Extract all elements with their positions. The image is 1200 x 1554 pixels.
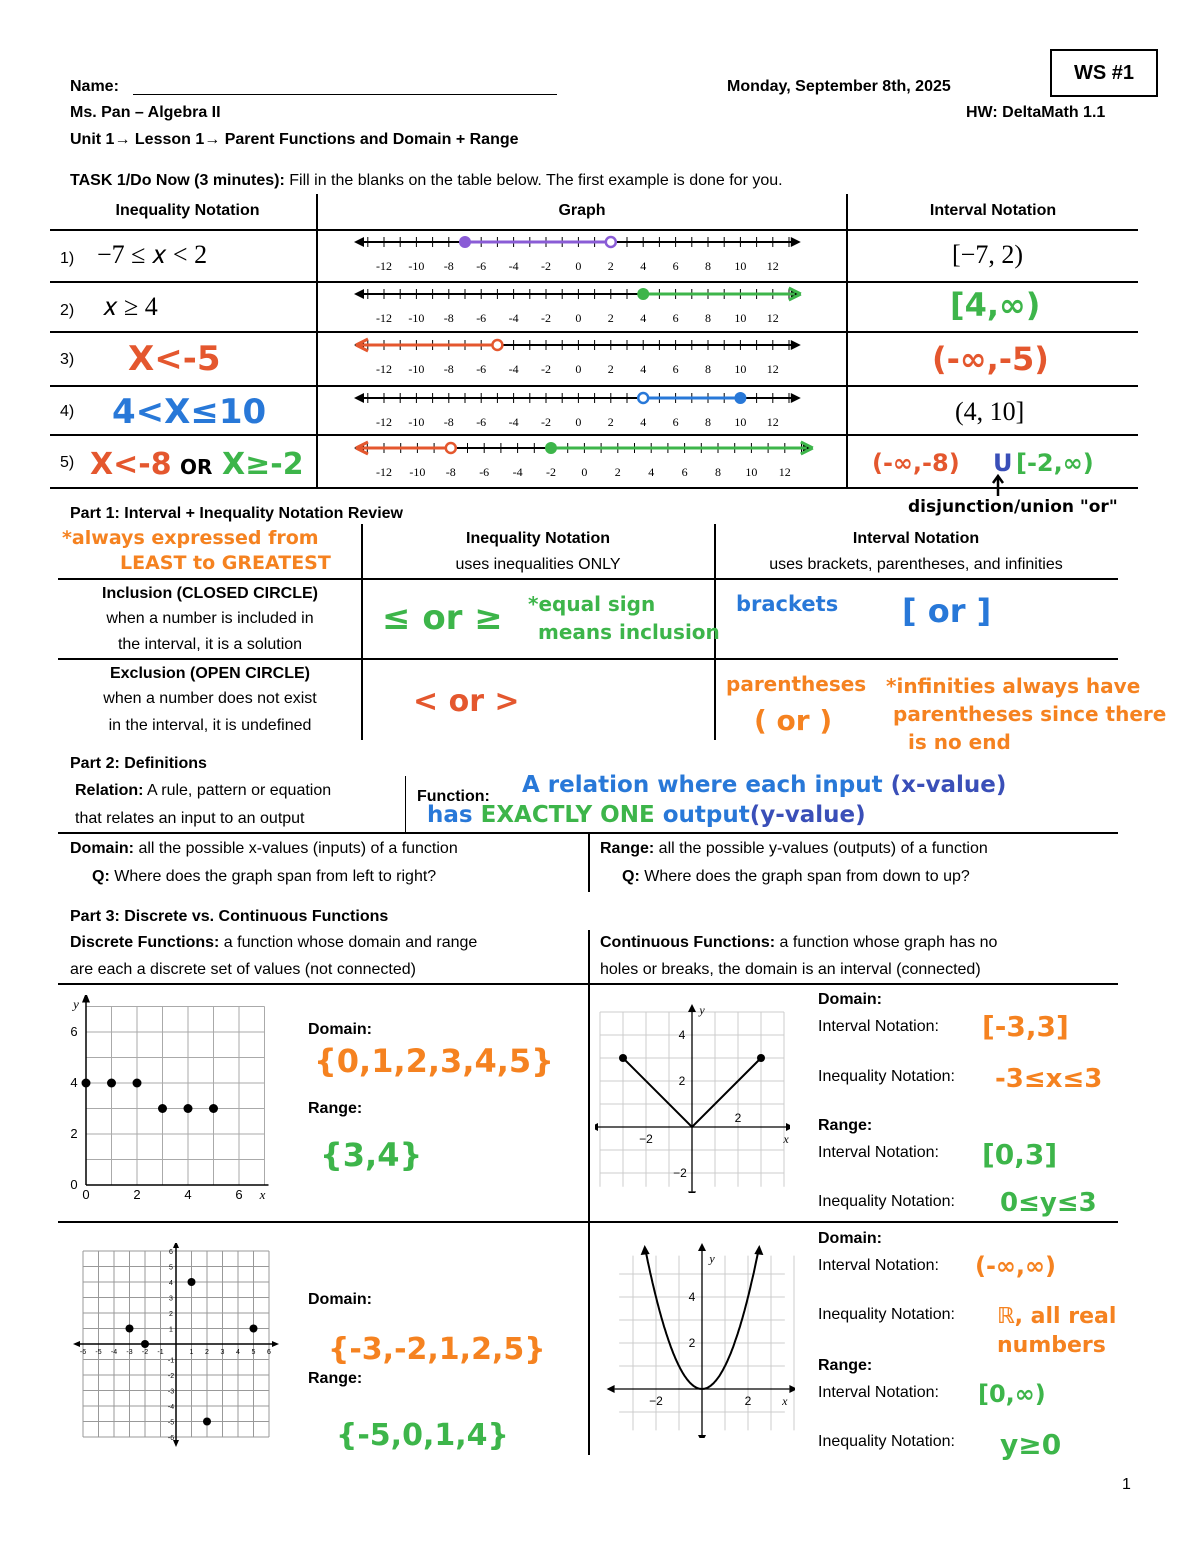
x-axis-label: x xyxy=(783,1132,789,1146)
tick-label: 2 xyxy=(607,259,614,273)
tick-label: 0 xyxy=(575,362,582,376)
tick-label: -6 xyxy=(479,465,490,479)
q4-domain-label: Domain: xyxy=(818,1230,882,1247)
arrow-up-icon xyxy=(82,995,90,1003)
tick-label: 12 xyxy=(766,311,779,325)
tick-label: -6 xyxy=(476,362,487,376)
endpoint-closed xyxy=(757,1054,765,1062)
q2-domain-interval: [-3,3] xyxy=(982,1010,1069,1043)
tick-label: -10 xyxy=(408,415,425,429)
domain-definition xyxy=(70,840,458,858)
closed-circle xyxy=(545,442,557,454)
q3-range-label: Range: xyxy=(308,1370,363,1387)
tick-label: -10 xyxy=(408,362,425,376)
arrow-right-icon xyxy=(791,237,801,247)
open-circle xyxy=(446,443,456,453)
arrow-down-icon xyxy=(688,1191,696,1193)
x-tick-label: 3 xyxy=(220,1349,225,1356)
inclusion-title: Inclusion (CLOSED CIRCLE) xyxy=(102,585,318,602)
data-point xyxy=(203,1418,211,1426)
x-tick-label: 4 xyxy=(184,1187,192,1202)
relation-definition-2: that relates an input to an output xyxy=(75,810,305,827)
tick-label: -2 xyxy=(541,415,551,429)
arrow-right-icon xyxy=(786,1123,790,1131)
q4-range-inequality: y≥0 xyxy=(1000,1428,1062,1461)
arrow-up-icon xyxy=(990,474,1006,498)
task1-col-inequality: Inequality Notation xyxy=(115,202,260,219)
y-tick-label: 4 xyxy=(169,1280,173,1287)
function-handwriting-1 xyxy=(522,772,1006,798)
y-tick-label: 3 xyxy=(169,1295,173,1303)
function-handwriting-2 xyxy=(427,802,866,828)
graph-continuous-parabola xyxy=(595,1243,795,1438)
q1-domain-label: Domain: xyxy=(308,1021,372,1038)
y-tick-label: 2 xyxy=(169,1311,173,1318)
tick-label: 10 xyxy=(734,311,747,325)
arrow-right-icon xyxy=(272,1341,279,1347)
tick-label: 6 xyxy=(681,465,688,479)
relation-label: Relation: xyxy=(75,782,144,799)
row2-inequality: 𝑥 ≥ 4 xyxy=(103,292,158,321)
number-line-2 xyxy=(352,282,812,334)
q2-range-label: Range: xyxy=(818,1117,873,1134)
tick-label: -2 xyxy=(546,465,556,479)
part1-corner-note-1: *always expressed from xyxy=(62,527,319,549)
tick-label: -10 xyxy=(409,465,426,479)
arrow-up-icon xyxy=(698,1243,706,1251)
tick-label: 8 xyxy=(705,415,711,429)
y-axis-label: y xyxy=(709,1251,715,1266)
y-tick-label: 6 xyxy=(169,1249,173,1256)
q4-inequality-label: Inequality Notation: xyxy=(818,1306,955,1323)
row5-inequality-a: X<-8 xyxy=(90,447,172,482)
tick-label: 2 xyxy=(607,415,614,429)
y-tick-label: 6 xyxy=(70,1024,78,1039)
function-label: Function: xyxy=(417,788,490,805)
q4-domain-inequality-1: ℝ, all real xyxy=(997,1304,1117,1329)
row3-inequality: X<-5 xyxy=(128,339,221,379)
tick-label: -2 xyxy=(541,259,551,273)
data-point xyxy=(126,1325,134,1333)
tick-label: -8 xyxy=(443,259,454,273)
tick-label: -4 xyxy=(508,259,519,273)
inclusion-inequality-symbols: ≤ or ≥ xyxy=(382,598,503,638)
tick-label: -4 xyxy=(508,362,519,376)
y-tick-label: -1 xyxy=(167,1357,175,1365)
part3-col-divider xyxy=(588,930,590,1455)
row4-interval: (4, 10] xyxy=(955,397,1025,426)
page-number: 1 xyxy=(1122,1476,1131,1493)
unit-lesson-title: Unit 1→ Lesson 1→ Parent Functions and Domain + Range xyxy=(70,131,519,148)
inclusion-desc-2: the interval, it is a solution xyxy=(117,636,303,653)
row5-interval-a: (-∞,-8) xyxy=(872,449,960,477)
tick-label: 12 xyxy=(766,415,779,429)
q1-range-label: Range: xyxy=(308,1100,363,1117)
data-point xyxy=(209,1104,218,1113)
y-tick-label: -5 xyxy=(167,1419,175,1427)
tick-label: -12 xyxy=(376,259,392,273)
x-tick-label: 1 xyxy=(189,1349,194,1356)
part1-corner-note-2: LEAST to GREATEST xyxy=(120,552,331,574)
tick-label: 12 xyxy=(766,362,779,376)
row4-inequality: 4<X≤10 xyxy=(112,392,267,432)
graph-discrete-2 xyxy=(70,1243,280,1448)
range-def-label: Range: xyxy=(600,840,655,857)
tick-label: 6 xyxy=(672,311,679,325)
task1-prefix: TASK 1/Do Now (3 minutes): xyxy=(70,172,285,189)
tick-label: 2 xyxy=(614,465,621,479)
part1-rule xyxy=(58,578,1118,580)
data-point xyxy=(107,1079,116,1088)
row1-number: 1) xyxy=(60,250,75,267)
row5-union-note: disjunction/union "or" xyxy=(908,497,1118,517)
name-blank-line xyxy=(133,94,557,95)
task1-instructions-text: Fill in the blanks on the table below. The first example is done for you. xyxy=(284,172,783,189)
tick-label: 8 xyxy=(715,465,721,479)
tick-label: 8 xyxy=(705,311,711,325)
row5-or: OR xyxy=(180,455,213,479)
tick-label: -8 xyxy=(443,415,454,429)
exclusion-desc-1: when a number does not exist xyxy=(103,690,317,707)
task1-col-divider xyxy=(316,194,318,489)
q2-range-interval-label: Interval Notation: xyxy=(818,1144,939,1161)
q3-domain-label: Domain: xyxy=(308,1291,372,1308)
q4-domain-interval: (-∞,∞) xyxy=(975,1252,1056,1280)
data-point xyxy=(250,1325,258,1333)
q4-range-inequality-label: Inequality Notation: xyxy=(818,1433,955,1450)
y-tick-label: 0 xyxy=(70,1177,78,1192)
tick-label: -6 xyxy=(476,311,487,325)
x-tick-label: 6 xyxy=(267,1349,271,1356)
discrete-label: Discrete Functions: xyxy=(70,934,220,951)
arrow-up-icon xyxy=(688,1004,696,1012)
y-tick-label: 1 xyxy=(169,1326,173,1334)
function-hw-1a: A relation where each input xyxy=(522,772,883,798)
closed-circle xyxy=(734,392,746,404)
part1-col-divider xyxy=(361,524,363,740)
data-point xyxy=(82,1079,91,1088)
data-point xyxy=(133,1079,142,1088)
x-tick-label: -3 xyxy=(126,1349,133,1356)
x-tick-label: 0 xyxy=(82,1187,90,1202)
exclusion-inequality-symbols: < or > xyxy=(413,684,520,719)
x-tick-label: -4 xyxy=(110,1349,118,1356)
tick-label: -8 xyxy=(443,362,454,376)
range-q-label: Q: xyxy=(622,868,640,885)
row4-number: 4) xyxy=(60,403,75,420)
tick-label: 0 xyxy=(575,311,582,325)
arrow-down-icon xyxy=(698,1435,706,1438)
x-tick-label: 2 xyxy=(734,1111,742,1125)
domain-question xyxy=(92,868,436,886)
tick-label: 10 xyxy=(734,259,747,273)
x-tick-label: −2 xyxy=(639,1132,653,1146)
domain-def-label: Domain: xyxy=(70,840,134,857)
data-point xyxy=(141,1340,149,1348)
q2-range-interval: [0,3] xyxy=(982,1138,1058,1171)
part1-col-inequality-sub: uses inequalities ONLY xyxy=(455,556,621,573)
part1-col-interval: Interval Notation xyxy=(852,530,980,547)
task1-instructions xyxy=(70,172,783,190)
part3-rule xyxy=(58,983,1118,985)
function-hw-2c: output xyxy=(662,802,750,828)
tick-label: 6 xyxy=(672,362,679,376)
date-text: Monday, September 8th, 2025 xyxy=(727,78,951,95)
tick-label: 4 xyxy=(640,311,647,325)
tick-label: 12 xyxy=(766,259,779,273)
arrow-right-icon xyxy=(791,393,801,403)
tick-label: 10 xyxy=(734,362,747,376)
x-axis-label: x xyxy=(782,1394,788,1408)
x-tick-label: -1 xyxy=(157,1349,164,1356)
tick-label: 12 xyxy=(778,465,791,479)
continuous-text: a function whose graph has no xyxy=(775,934,998,951)
y-tick-label: −2 xyxy=(673,1166,687,1180)
arrow-up-icon xyxy=(641,1245,650,1255)
tick-label: 4 xyxy=(640,415,647,429)
row1-interval: [−7, 2) xyxy=(952,240,1023,269)
y-axis-label: y xyxy=(699,1003,705,1017)
y-tick-label: 4 xyxy=(70,1075,78,1090)
tick-label: 4 xyxy=(640,362,647,376)
tick-label: -6 xyxy=(476,415,487,429)
y-axis-label: y xyxy=(73,996,79,1012)
open-circle xyxy=(606,237,616,247)
x-tick-label: 2 xyxy=(205,1349,209,1356)
inclusion-interval-word: brackets xyxy=(736,592,839,616)
arrow-left-icon xyxy=(354,393,364,403)
x-tick-label: 2 xyxy=(133,1187,141,1202)
row5-union: U xyxy=(993,449,1013,477)
continuous-label: Continuous Functions: xyxy=(600,934,776,951)
continuous-definition-1 xyxy=(600,934,997,952)
exclusion-title: Exclusion (OPEN CIRCLE) xyxy=(109,665,311,682)
q2-domain-label: Domain: xyxy=(818,991,882,1008)
arrow-up-icon xyxy=(173,1243,179,1248)
function-hw-1b: (x-value) xyxy=(890,772,1007,798)
row2-interval: [4,∞) xyxy=(950,286,1041,324)
range-def-text: all the possible y-values (outputs) of a function xyxy=(654,840,988,857)
q4-range-label: Range: xyxy=(818,1357,873,1374)
tick-label: -4 xyxy=(512,465,523,479)
exclusion-interval-symbols: ( or ) xyxy=(754,704,833,737)
task1-col-interval: Interval Notation xyxy=(929,202,1057,219)
teacher-course: Ms. Pan – Algebra II xyxy=(70,104,221,121)
q4-range-interval-label: Interval Notation: xyxy=(818,1384,939,1401)
relation-text: A rule, pattern or equation xyxy=(143,782,332,799)
domain-q-text: Where does the graph span from left to right? xyxy=(109,868,437,885)
open-circle xyxy=(638,393,648,403)
y-tick-label: -2 xyxy=(167,1373,175,1380)
y-tick-label: -6 xyxy=(167,1435,175,1442)
row3-interval: (-∞,-5) xyxy=(932,340,1049,378)
tick-label: -8 xyxy=(445,465,456,479)
q4-interval-label: Interval Notation: xyxy=(818,1257,939,1274)
part2-divider xyxy=(405,776,406,832)
row5-interval-b: [-2,∞) xyxy=(1016,449,1094,477)
range-definition xyxy=(600,840,988,858)
q4-domain-inequality-2: numbers xyxy=(997,1333,1106,1358)
exclusion-note-1: *infinities always have xyxy=(886,674,1141,698)
exclusion-desc-2: in the interval, it is undefined xyxy=(108,717,312,734)
tick-label: -12 xyxy=(376,311,392,325)
task1-col-graph: Graph xyxy=(558,202,606,219)
tick-label: -10 xyxy=(408,311,425,325)
y-tick-label: -4 xyxy=(167,1404,175,1411)
function-hw-2b: EXACTLY ONE xyxy=(480,802,655,828)
part1-title: Part 1: Interval + Inequality Notation Review xyxy=(70,505,403,522)
arrow-left-icon xyxy=(354,289,364,299)
part2-title: Part 2: Definitions xyxy=(70,755,207,772)
part3-title: Part 3: Discrete vs. Continuous Functions xyxy=(70,908,389,925)
tick-label: 8 xyxy=(705,259,711,273)
q4-range-interval: [0,∞) xyxy=(978,1380,1046,1408)
tick-label: 6 xyxy=(672,259,679,273)
row3-number: 3) xyxy=(60,351,75,368)
exclusion-interval-word: parentheses xyxy=(726,672,867,696)
tick-label: -2 xyxy=(541,311,551,325)
q1-range-answer: {3,4} xyxy=(320,1136,423,1174)
row2-number: 2) xyxy=(60,302,75,319)
y-tick-label: 2 xyxy=(678,1074,686,1088)
x-tick-label: 4 xyxy=(236,1349,240,1356)
tick-label: 4 xyxy=(648,465,655,479)
continuous-definition-2: holes or breaks, the domain is an interval (connected) xyxy=(600,961,981,978)
discrete-definition-1 xyxy=(70,934,477,952)
x-tick-label: -2 xyxy=(141,1349,149,1356)
closed-circle xyxy=(459,236,471,248)
tick-label: -8 xyxy=(443,311,454,325)
inclusion-desc-1: when a number is included in xyxy=(106,610,314,627)
tick-label: 4 xyxy=(640,259,647,273)
row1-inequality: −7 ≤ 𝑥 < 2 xyxy=(97,240,208,269)
domain-q-label: Q: xyxy=(92,868,110,885)
number-line-3 xyxy=(352,333,812,385)
part1-col-interval-sub: uses brackets, parentheses, and infinities xyxy=(769,556,1063,573)
discrete-definition-2: are each a discrete set of values (not connected) xyxy=(70,961,416,978)
y-tick-label: 2 xyxy=(70,1126,78,1141)
x-tick-label: -5 xyxy=(95,1349,102,1356)
q2-domain-inequality: -3≤x≤3 xyxy=(995,1064,1103,1094)
q3-range-answer: {-5,0,1,4} xyxy=(336,1418,509,1453)
y-tick-label: 5 xyxy=(169,1264,173,1272)
range-q-text: Where does the graph span from down to up? xyxy=(639,868,970,885)
closed-circle xyxy=(637,288,649,300)
q2-range-inequality-label: Inequality Notation: xyxy=(818,1193,955,1210)
number-line-5 xyxy=(352,436,822,488)
q2-range-inequality: 0≤y≤3 xyxy=(1000,1188,1097,1218)
row5-inequality-b: X≥-2 xyxy=(222,447,304,482)
part1-rule xyxy=(58,658,1118,660)
open-circle xyxy=(492,340,502,350)
arrow-left-icon xyxy=(354,237,364,247)
tick-label: 0 xyxy=(575,415,582,429)
tick-label: 2 xyxy=(607,362,614,376)
x-tick-label: -6 xyxy=(79,1349,87,1356)
arrow-up-icon xyxy=(754,1245,763,1255)
part3-rule xyxy=(58,1221,1118,1223)
y-tick-label: 4 xyxy=(678,1028,686,1042)
domain-def-text: all the possible x-values (inputs) of a function xyxy=(134,840,458,857)
y-tick-label: 4 xyxy=(688,1290,696,1304)
exclusion-note-3: is no end xyxy=(908,730,1011,754)
tick-label: 0 xyxy=(575,259,582,273)
tick-label: 0 xyxy=(581,465,588,479)
graph-discrete-1 xyxy=(58,995,278,1210)
q2-interval-label: Interval Notation: xyxy=(818,1018,939,1035)
relation-definition-1 xyxy=(75,782,331,800)
part2-col-divider xyxy=(588,834,590,892)
x-tick-label: −2 xyxy=(649,1394,663,1408)
data-point xyxy=(158,1104,167,1113)
tick-label: -2 xyxy=(541,362,551,376)
tick-label: -12 xyxy=(376,362,392,376)
number-line-1 xyxy=(352,230,812,282)
q3-domain-answer: {-3,-2,1,2,5} xyxy=(328,1332,546,1367)
tick-label: 8 xyxy=(705,362,711,376)
function-hw-2a: has xyxy=(427,802,473,828)
row5-number: 5) xyxy=(60,454,75,471)
x-axis-label: x xyxy=(259,1187,266,1202)
number-line-4 xyxy=(352,386,812,438)
tick-label: -12 xyxy=(376,465,392,479)
tick-label: 2 xyxy=(607,311,614,325)
inclusion-interval-symbols: [ or ] xyxy=(902,592,992,630)
arrow-left-icon xyxy=(73,1341,80,1347)
arrow-left-icon xyxy=(595,1123,598,1131)
worksheet-badge-label: WS #1 xyxy=(1073,61,1135,84)
data-point xyxy=(188,1278,196,1286)
exclusion-note-2: parentheses since there xyxy=(893,702,1167,726)
graph-continuous-abs xyxy=(595,1003,790,1193)
arrow-left-icon xyxy=(607,1385,615,1393)
worksheet-badge xyxy=(1050,49,1158,97)
x-tick-label: 2 xyxy=(744,1394,752,1408)
tick-label: 6 xyxy=(672,415,679,429)
q2-inequality-label: Inequality Notation: xyxy=(818,1068,955,1085)
q1-domain-answer: {0,1,2,3,4,5} xyxy=(314,1042,554,1080)
tick-label: -4 xyxy=(508,415,519,429)
endpoint-closed xyxy=(619,1054,627,1062)
arrow-right-icon xyxy=(791,340,801,350)
y-tick-label: -3 xyxy=(167,1388,175,1396)
y-tick-label: 2 xyxy=(688,1336,696,1350)
x-tick-label: 5 xyxy=(251,1349,256,1356)
homework-text: HW: DeltaMath 1.1 xyxy=(966,104,1106,121)
name-label: Name: xyxy=(70,78,119,95)
inclusion-note-2: means inclusion xyxy=(538,620,720,644)
tick-label: -10 xyxy=(408,259,425,273)
inclusion-note-1: *equal sign xyxy=(528,592,656,616)
range-question xyxy=(622,868,970,886)
x-tick-label: 6 xyxy=(235,1187,243,1202)
data-point xyxy=(184,1104,193,1113)
function-hw-2d: (y-value) xyxy=(749,802,866,828)
tick-label: 10 xyxy=(734,415,747,429)
tick-label: -12 xyxy=(376,415,392,429)
tick-label: -6 xyxy=(476,259,487,273)
tick-label: -4 xyxy=(508,311,519,325)
tick-label: 10 xyxy=(745,465,758,479)
task1-col-divider xyxy=(846,194,848,489)
part1-col-inequality: Inequality Notation xyxy=(466,530,610,547)
discrete-text: a function whose domain and range xyxy=(219,934,478,951)
